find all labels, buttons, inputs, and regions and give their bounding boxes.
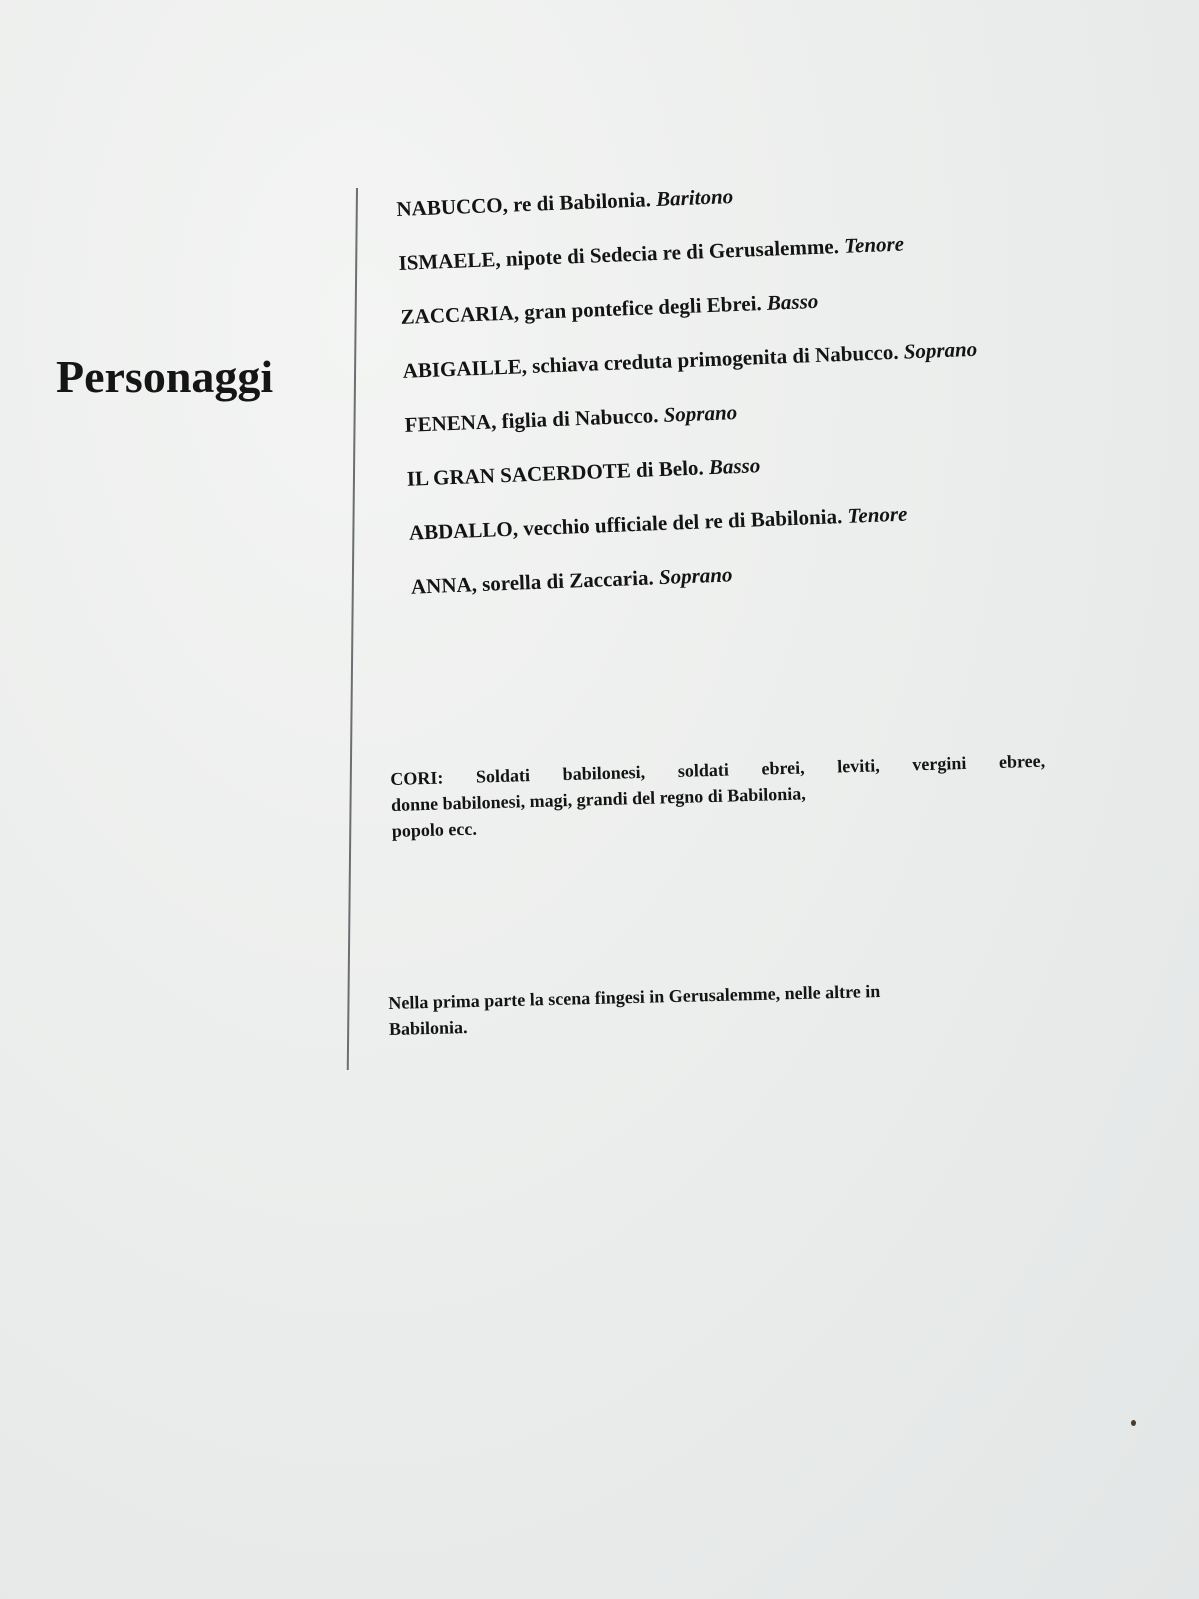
- setting-note: [388, 973, 1069, 1042]
- cast-item-nabucco: [396, 167, 1156, 222]
- vertical-divider: [347, 188, 358, 1070]
- chorus-paragraph: [390, 748, 1052, 844]
- character-description: ZACCARIA, gran pontefice degli Ebrei.: [400, 291, 763, 329]
- cast-item-fenena: [404, 383, 1164, 438]
- setting-note-line: Babilonia.: [388, 1017, 468, 1039]
- setting-note-line: Nella prima parte la scena fingesi in Gerusalemme, nelle altre in: [388, 980, 881, 1013]
- voice-type: Tenore: [843, 231, 905, 258]
- voice-type: Soprano: [903, 336, 978, 364]
- chorus-line: popolo ecc.: [391, 818, 478, 841]
- voice-type: Soprano: [663, 400, 738, 427]
- chorus-line: CORI: Soldati babilonesi, soldati ebrei, leviti, vergini ebree,: [390, 750, 1046, 789]
- character-description: ISMAELE, nipote di Sedecia re di Gerusalemme.: [398, 234, 840, 275]
- cast-section: [396, 167, 1172, 628]
- paper-speck: [1131, 1420, 1136, 1426]
- voice-type: Baritono: [655, 184, 734, 212]
- page-heading: Personaggi: [56, 351, 274, 402]
- cast-item-ismaele: [398, 221, 1158, 276]
- character-description: FENENA, figlia di Nabucco.: [404, 403, 659, 437]
- voice-type: Basso: [708, 453, 761, 480]
- cast-list: [396, 167, 1171, 600]
- character-description: ABDALLO, vecchio ufficiale del re di Babilonia.: [408, 504, 843, 545]
- character-description: IL GRAN SACERDOTE di Belo.: [406, 455, 705, 491]
- cast-item-zaccaria: [400, 275, 1160, 330]
- cast-item-anna: [411, 545, 1171, 600]
- cast-item-gran-sacerdote: [406, 437, 1166, 492]
- voice-type: Soprano: [658, 562, 733, 590]
- voice-type: Tenore: [847, 501, 908, 528]
- character-description: ABIGAILLE, schiava creduta primogenita di Nabucco.: [402, 339, 899, 383]
- voice-type: Basso: [766, 288, 819, 315]
- cast-item-abdallo: [408, 491, 1168, 546]
- cast-item-abigaille: [402, 329, 1162, 384]
- character-description: ANNA, sorella di Zaccaria.: [410, 565, 655, 599]
- character-description: NABUCCO, re di Babilonia.: [396, 187, 652, 221]
- chorus-line: donne babilonesi, magi, grandi del regno di Babilonia,: [390, 783, 806, 815]
